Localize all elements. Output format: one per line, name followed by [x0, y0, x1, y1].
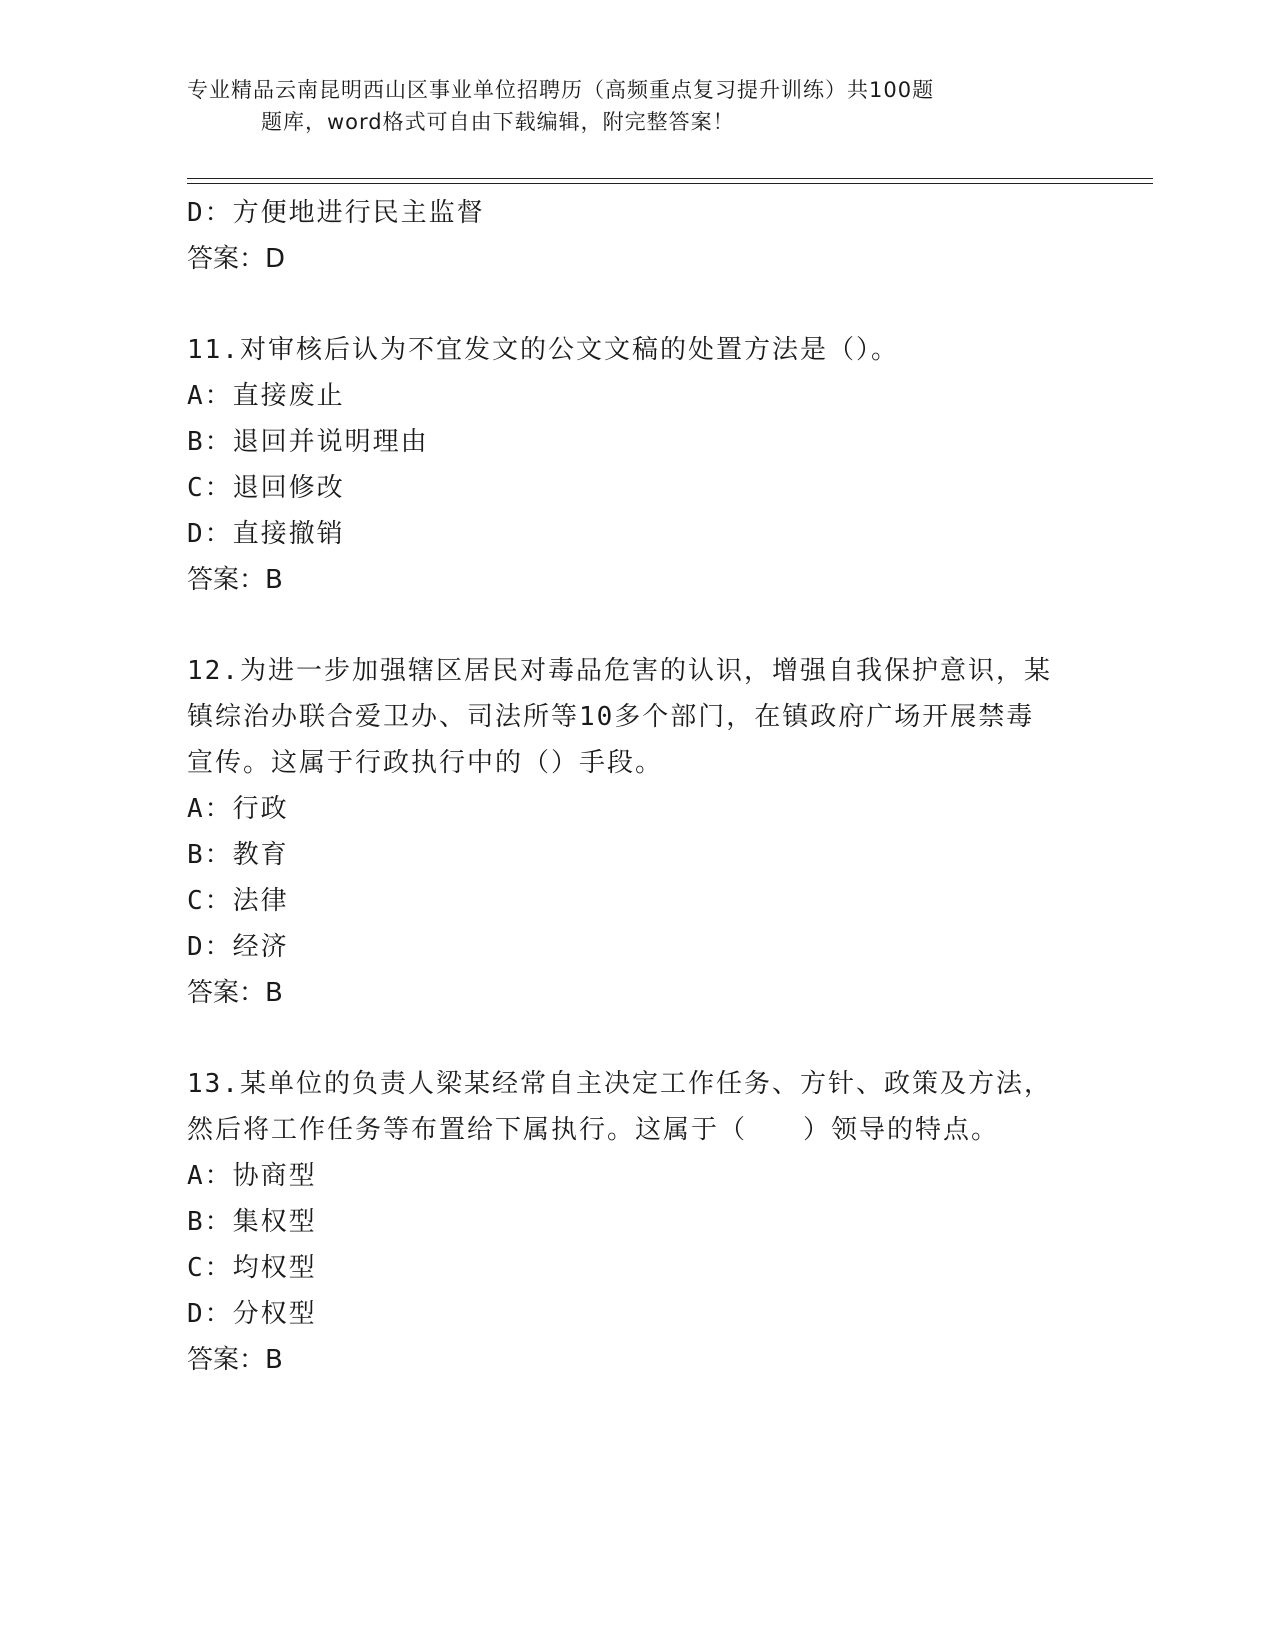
option-a: A：行政: [187, 794, 289, 824]
option-d: D：分权型: [187, 1299, 317, 1329]
carryover-answer: 答案：D: [187, 244, 286, 274]
question-stem-line: 宣传。这属于行政执行中的（）手段。: [187, 748, 664, 778]
option-c: C：法律: [187, 886, 289, 916]
question-stem-line: 12.为进一步加强辖区居民对毒品危害的认识，增强自我保护意识，某: [187, 656, 1052, 686]
question-stem-line: 11.对审核后认为不宜发文的公文文稿的处置方法是（）。: [187, 335, 899, 365]
spacer: [187, 282, 1107, 327]
question-13: [187, 1061, 1107, 1383]
answer: 答案：B: [187, 978, 283, 1008]
option-b: B：教育: [187, 840, 289, 870]
answer: 答案：B: [187, 565, 283, 595]
option-a: A：协商型: [187, 1161, 317, 1191]
question-11: [187, 327, 1107, 603]
question-content: [187, 190, 1107, 1383]
question-stem-line: 镇综治办联合爱卫办、司法所等10多个部门，在镇政府广场开展禁毒: [187, 702, 1035, 732]
question-12: [187, 648, 1107, 1016]
header-title-line-2: 题库，word格式可自由下载编辑，附完整答案！: [261, 110, 735, 134]
spacer: [187, 603, 1107, 648]
carryover-option-d: D：方便地进行民主监督: [187, 198, 485, 228]
option-d: D：经济: [187, 932, 289, 962]
spacer: [187, 1016, 1107, 1061]
option-d: D：直接撤销: [187, 519, 345, 549]
option-b: B：集权型: [187, 1207, 317, 1237]
header-divider: [187, 178, 1153, 184]
option-c: C：均权型: [187, 1253, 317, 1283]
answer: 答案：B: [187, 1345, 283, 1375]
option-c: C：退回修改: [187, 473, 345, 503]
question-stem-line: 然后将工作任务等布置给下属执行。这属于（ ）领导的特点。: [187, 1115, 1000, 1145]
header-title-line-1: 专业精品云南昆明西山区事业单位招聘历（高频重点复习提升训练）共100题: [187, 78, 935, 102]
question-stem-line: 13.某单位的负责人梁某经常自主决定工作任务、方针、政策及方法，: [187, 1069, 1052, 1099]
document-header: [187, 74, 1047, 138]
option-b: B：退回并说明理由: [187, 427, 429, 457]
option-a: A：直接废止: [187, 381, 345, 411]
